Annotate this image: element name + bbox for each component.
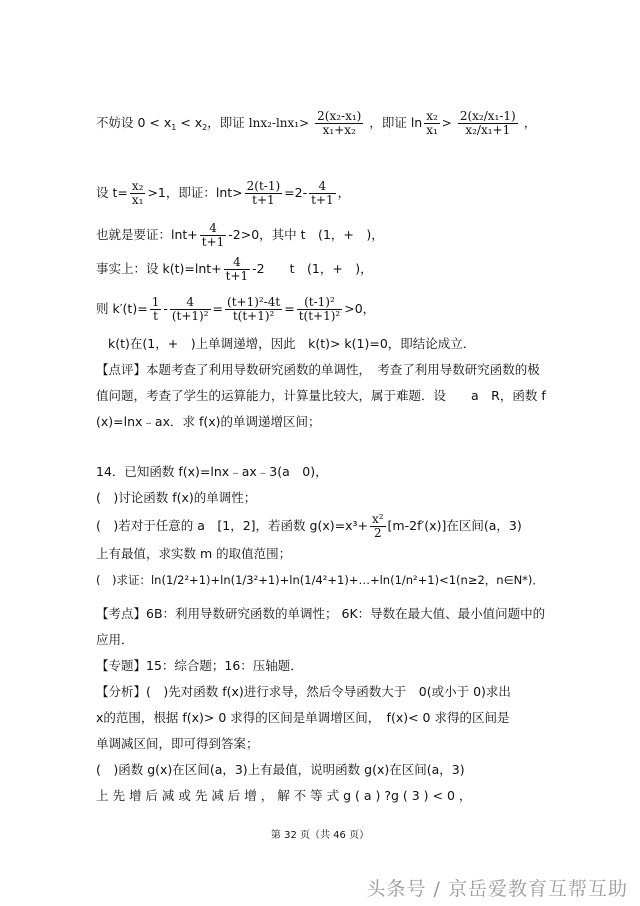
- text: >1，即证：lnt>: [147, 185, 243, 200]
- fraction: $\frac{\text{x₂}}{\text{x₁}}$: [131, 179, 144, 207]
- kaodian-line-1: 【考点】6B：利用导数研究函数的单调性； 6K：导数在最大值、最小值问题中的: [96, 606, 546, 621]
- fraction: $\frac{4}{t+1}$: [201, 221, 225, 249]
- zhuanti-line: 【专题】15：综合题；16：压轴题．: [96, 658, 303, 673]
- fraction: $\frac{1}{t}$: [151, 295, 160, 323]
- text: -2>0，其中 t (1，+ )，: [228, 227, 384, 242]
- text: ( )若对于任意的 a [1，2]，若函数 g(x)=x³+: [96, 518, 368, 533]
- fraction: $\frac{2(t-1)}{t+1}$: [246, 179, 281, 207]
- proof-line-3: [96, 222, 384, 249]
- comment-line-1: 【点评】本题考查了利用导数研究函数的单调性， 考查了利用导数研究函数的极: [96, 362, 540, 377]
- proof-line-4: [96, 256, 373, 283]
- text: ，: [337, 185, 351, 200]
- comment-line-2: 值问题，考查了学生的运算能力，计算量比较大，属于难题．设 a R，函数 f: [96, 388, 546, 403]
- analysis-line-5: 上 先 增 后 减 或 先 减 后 增 ， 解 不 等 式 g ( a ) ?g ( 3 ) < 0 ，: [96, 788, 472, 803]
- conclusion-line: k(t)在(1，+ )上单调递增，因此 k(t)> k(1)=0，即结论成立．: [108, 336, 476, 351]
- question-14-part-1: ( )讨论函数 f(x)的单调性；: [96, 490, 257, 505]
- fraction: $\frac{\text{(t-1)²}}{\text{t(t+1)²}}$: [298, 295, 341, 323]
- question-14-part-2-cont: 上有最值，求实数 m 的取值范围；: [96, 546, 292, 561]
- watermark: 头条号 / 京岳爱教育互帮互助: [366, 878, 628, 900]
- text: 事实上：设 k(t)=lnt+: [96, 261, 222, 276]
- fraction: $\frac{\text{x²}}{2}$: [371, 512, 384, 540]
- proof-line-1: 不妨设 $0 < x_1 < x_2$，即证 lnx₂-lnx₁> $\frac{\text{2(x₂-x₁)}}{\text{x₁+x₂}}$ ，即证 ln $\frac{\text{x₂}}{\text{x₁}}$ > $\frac{\text{2(x₂/x₁-1)}}{\text{x₂/x₁+1}}$ ，: [96, 109, 537, 137]
- text: 则 k′(t)=: [96, 301, 148, 316]
- math-expr: lnx₂-lnx₁: [248, 116, 300, 130]
- text: ，: [523, 115, 537, 130]
- text: 也就是要证：lnt+: [96, 227, 198, 242]
- question-14-title: 14．已知函数 f(x)=lnx﹣ax﹣3(a 0)，: [96, 464, 328, 479]
- text: -2 t (1，+ )，: [252, 261, 373, 276]
- kaodian-line-2: 应用．: [96, 632, 134, 647]
- proof-line-2: [96, 180, 350, 207]
- analysis-line-4: ( )函数 g(x)在区间(a，3)上有最值，说明函数 g(x)在区间(a，3): [96, 762, 465, 777]
- question-14-part-2: [96, 513, 522, 540]
- text: ，即证 ln: [369, 115, 423, 130]
- fraction: $\frac{4}{\text{(t+1)²}}$: [171, 295, 209, 323]
- text: < x: [176, 115, 203, 130]
- text: 不妨设 0 < x: [96, 115, 172, 130]
- question-14-part-3: ( )求证：ln(1/2²+1)+ln(1/3²+1)+ln(1/4²+1)+…+ln(1/n²+1)<1(n≥2，n∈N*)．: [96, 573, 544, 587]
- fraction: $\frac{\text{(t+1)²-4t}}{\text{t(t+1)²}}$: [227, 295, 281, 323]
- comment-line-3: (x)=lnx﹣ax．求 f(x)的单调递增区间；: [96, 414, 321, 429]
- text: 设 t=: [96, 185, 128, 200]
- analysis-line-3: 单调减区间，即可得到答案；: [96, 736, 259, 751]
- text: >0，: [344, 301, 376, 316]
- fraction: $\frac{\text{2(x₂-x₁)}}{\text{x₁+x₂}}$: [317, 109, 362, 137]
- fraction: $\frac{\text{2(x₂/x₁-1)}}{\text{x₂/x₁+1}}$: [459, 109, 516, 137]
- analysis-line-1: 【分析】( )先对函数 f(x)进行求导，然后令导函数大于 0(或小于 0)求出: [96, 684, 511, 699]
- page-number-footer: 第 32 页（共 46 页）: [270, 830, 370, 841]
- fraction: $\frac{\text{x₂}}{\text{x₁}}$: [426, 109, 438, 137]
- text: =2-: [284, 185, 308, 200]
- fraction: $\frac{4}{t+1}$: [311, 179, 334, 207]
- analysis-line-2: x的范围，根据 f(x)> 0 求得的区间是单调增区间， f(x)< 0 求得的区间是: [96, 710, 510, 725]
- proof-line-5: 则 k′(t)= $\frac{1}{t}$ - $\frac{4}{\text{(t+1)²}}$ = $\frac{\text{(t+1)²-4t}}{\text{t(t+1)²}}$ = $\frac{\text{(t-1)²}}{\text{t(t+1)²}}$ >0，: [96, 295, 376, 323]
- text: [m-2f′(x)]在区间(a，3): [387, 518, 522, 533]
- fraction: $\frac{4}{t+1}$: [225, 255, 249, 283]
- text: ，即证: [207, 115, 249, 130]
